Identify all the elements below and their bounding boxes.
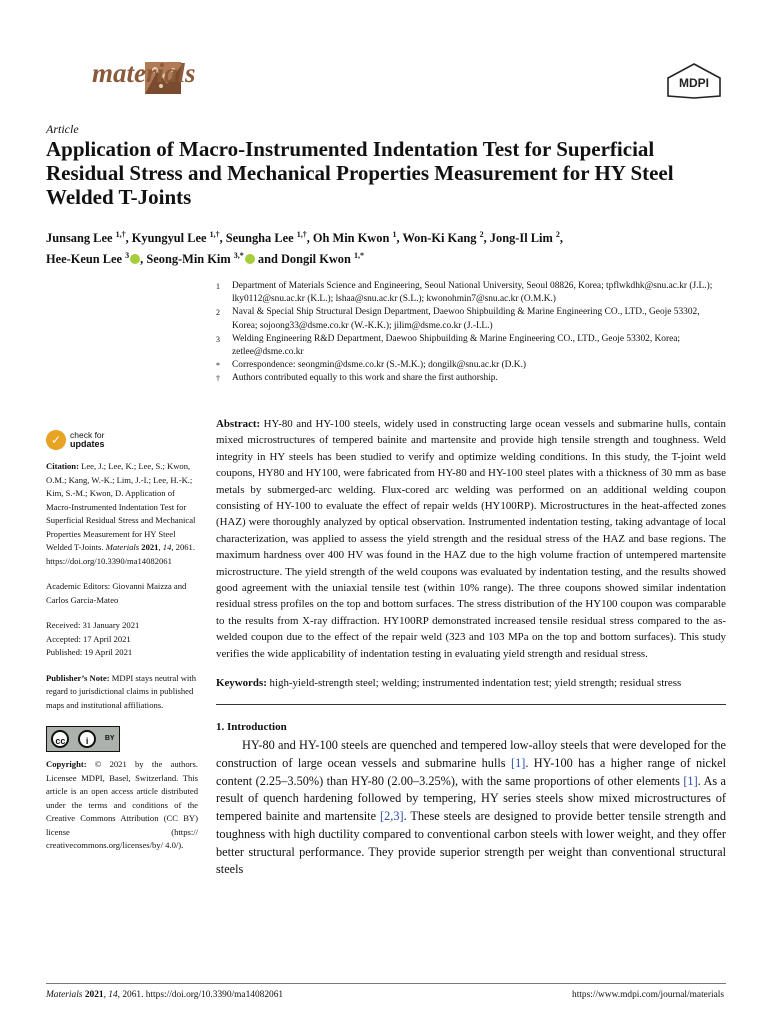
affiliation-number: * [216, 361, 220, 371]
by-label: BY [104, 735, 115, 743]
author-separator: , [396, 231, 403, 246]
citation-block [46, 460, 198, 568]
intro-text-4: . These steels are designed to provide better tensile strength and toughness with high ductility compared to conventional carbon steels with lower weight, and they offer better structural performance. They provide superior strength per weight than conventional structural steels [216, 809, 726, 877]
check-for-updates-badge[interactable] [46, 428, 198, 452]
journal-name: materials [92, 58, 196, 88]
orcid-icon[interactable] [130, 254, 140, 264]
abstract-text: HY-80 and HY-100 steels, widely used in constructing large ocean vessels and submarine hulls, contain mixed microstructures of tempered bainite and martensite and provide high tensile strength and toughness. Weld integrity in HY steels has been studied to verify and optimize welding conditions. In this study, the T-joint weld coupons, HY80 and HY100, were fabricated from HY-80 and HY-100 steel plates with a thickness of 30 mm as base metals by submerged-arc welding. Flux-cored arc welding was performed on an additional welding coupon consisting of HY-100 to evaluate the effect of repair welds (HY100RP). Microstructures in the heat-affected zones (HAZ) were thoroughly analyzed by optical observation. Instrumented indentation testing, taking advantage of local characterization, was applied to assess the yield strength and the residual stress of the HAZ and base regions. The maximum hardness over 400 HV was found in the HAZ due to the high volume fraction of untempered martensite microstructure. The yield strength of the weld coupons was evaluated by indentation testing, and the results showed good agreement with the uniaxial tensile test (within 10% range). The three coupons showed similar indentation residual stress profiles on the top and bottom surfaces. The stress distribution of the HY100 coupon was comparable to the results from X-ray diffraction. HY100RP demonstrated increased tensile residual stress compared to the as-welded coupon due to the effect of the repair weld (323 and 103 MPa on the top and bottom surfaces). This study verifies the wide applicability of indentation testing in evaluating yield strength and residual stress. [216, 418, 726, 660]
affiliation-number: 1 [216, 282, 220, 291]
author-affiliation-mark: 1,* [353, 251, 364, 261]
citation-volume: 14 [162, 542, 172, 552]
cc-icon: cc [51, 730, 69, 748]
affiliation-item [216, 372, 726, 385]
publisher-logo [664, 62, 724, 105]
accepted-date: Accepted: 17 April 2021 [46, 633, 131, 644]
intro-paragraph [216, 737, 726, 879]
abstract-label: Abstract: [216, 418, 261, 430]
citation-comma: , [158, 542, 163, 552]
keywords-text: high-yield-strength steel; welding; instrumented indentation test; yield strength; residual stress [266, 677, 682, 690]
author-affiliation-mark: 3 [125, 251, 130, 261]
author-separator: , [219, 231, 226, 246]
dates-block [46, 619, 198, 660]
check-line2: updates [70, 439, 105, 449]
footer-year: 2021 [82, 990, 104, 1000]
author-name: Kyungyul Lee [131, 231, 207, 246]
copyright-text: © 2021 by the authors. Licensee MDPI, Basel, Switzerland. This article is an open access article distributed under the terms and conditions of the Creative Commons Attribution (CC BY) license (https:// creativecommons.org/licenses/by/ 4.0/). [46, 759, 198, 850]
copyright-block [46, 758, 198, 853]
author-separator: , [559, 231, 564, 246]
author-name: Junsang Lee [46, 231, 113, 246]
author-name: Seong-Min Kim [146, 252, 231, 267]
academic-editors: Academic Editors: Giovanni Maizza and Carlos Garcia-Mateo [46, 581, 187, 605]
affiliation-text: Correspondence: seongmin@dsme.co.kr (S.-M.K.); dongilk@snu.ac.kr (D.K.) [232, 360, 527, 371]
article-type: Article [46, 122, 79, 136]
affiliation-text: Naval & Special Ship Structural Design Department, Daewoo Shipbuilding & Marine Engineering CO., LTD., Geoje 53302, Korea; sojoong33@dsme.co.kr (W.-K.K.); jilim@dsme.co.kr (J.-I.L.) [232, 307, 700, 331]
author-list [46, 226, 726, 268]
publisher-note-text: MDPI stays neutral with regard to jurisdictional claims in published maps and institutional affiliations. [46, 672, 196, 710]
by-icon: i [78, 730, 96, 748]
affiliation-text: Welding Engineering R&D Department, Daewoo Shipbuilding & Marine Engineering CO., LTD., Geoje 53302, Korea; zetlee@dsme.co.kr [232, 333, 681, 358]
author-affiliation-mark: 3,* [233, 251, 244, 261]
keywords [216, 675, 726, 691]
copyright-label: Copyright: [46, 759, 87, 769]
affiliation-number: 3 [216, 334, 220, 344]
abstract [216, 416, 726, 662]
author-separator: , [483, 231, 490, 246]
author-separator: and [254, 252, 281, 267]
affiliation-item [216, 306, 726, 332]
publisher-note-label: Publisher’s Note: [46, 672, 110, 683]
received-date: Received: 31 January 2021 [46, 620, 140, 630]
author-separator: , [140, 252, 147, 267]
affiliation-item [216, 359, 726, 372]
published-date: Published: 19 April 2021 [46, 647, 133, 657]
author-name: Hee-Keun Lee [46, 252, 123, 267]
affiliation-text: Authors contributed equally to this work and share the first authorship. [232, 373, 498, 384]
author-affiliation-mark: 2 [555, 230, 560, 239]
footer-journal-url[interactable]: https://www.mdpi.com/journal/materials [572, 990, 724, 1000]
intro-heading: 1. Introduction [216, 720, 287, 733]
keywords-label: Keywords: [216, 677, 267, 690]
author-separator: , [306, 231, 313, 246]
section-divider [216, 704, 726, 705]
citation-text: Lee, J.; Lee, K.; Lee, S.; Kwon, O.M.; Kang, W.-K.; Lim, J.-I.; Lee, H.-K.; Kim, S.-M.; Kwon, D. Application of Macro-Instrumented Indentation Test for Superficial Residual Stress and Mechanical Properties Measurement for HY Steel Welded T-Joints. [46, 461, 196, 552]
author-separator: , [125, 231, 132, 246]
publisher-name: MDPI [679, 76, 709, 90]
publisher-note [46, 672, 198, 713]
author-name: Oh Min Kwon [312, 231, 390, 246]
footer-doi[interactable]: , 2061. https://doi.org/10.3390/ma14082061 [117, 990, 284, 1000]
footer-volume: 14 [108, 990, 118, 1000]
author-affiliation-mark: 1,† [115, 230, 126, 239]
affiliation-number: 2 [216, 308, 220, 318]
check-icon: ✓ [46, 430, 66, 450]
citation-label: Citation: [46, 461, 79, 471]
affiliations [216, 280, 726, 386]
affiliation-item [216, 333, 726, 359]
footer-comma: , [103, 990, 109, 1000]
check-line1: check for [70, 430, 105, 440]
author-name: Won-Ki Kang [402, 231, 477, 246]
affiliation-text: Department of Materials Science and Engineering, Seoul National University, Seoul 08826, Korea; tpflwkdhk@snu.ac.kr (J.L.); lky0112@snu.ac.kr (K.L.); lshaa@snu.ac.kr (S.L.); kwonohmin7@snu.ac.kr (O.M.K.) [232, 281, 713, 305]
mdpi-logo-icon [664, 62, 724, 100]
author-affiliation-mark: 1,† [209, 230, 220, 239]
sidebar [46, 428, 198, 853]
intro-text-1: HY-80 and HY-100 steels are quenched and tempered low-alloy steels that were developed for the construction of large ocean vessels and submarine hulls [216, 737, 726, 770]
orcid-icon[interactable] [245, 254, 255, 264]
footer-divider [46, 983, 726, 984]
author-name: Seungha Lee [225, 231, 294, 246]
cc-by-license-badge[interactable] [46, 726, 120, 752]
citation-rest[interactable]: , 2061. https://doi.org/10.3390/ma14082061 [46, 542, 195, 566]
affiliation-number: † [216, 374, 220, 384]
footer-citation [46, 990, 283, 1000]
citation-link[interactable]: [2,3] [380, 809, 404, 824]
citation-journal: Materials [105, 542, 140, 552]
citation-link[interactable]: [1] [510, 755, 526, 770]
article-title: Application of Macro-Instrumented Indentation Test for Superficial Residual Stress and Mechanical Properties Measurement for HY Steel Welded T-Joints [46, 137, 674, 209]
main-column [216, 416, 726, 879]
affiliation-item [216, 280, 726, 306]
author-affiliation-mark: 1,† [296, 230, 307, 239]
author-name: Dongil Kwon [280, 252, 351, 267]
intro-text-3: . As a result of quench hardening followed by tempering, HY series steels show mixed microstructures of tempered bainite and martensite [216, 773, 726, 824]
author-affiliation-mark: 2 [479, 230, 484, 239]
citation-year: 2021 [139, 542, 159, 552]
author-affiliation-mark: 1 [392, 230, 397, 239]
citation-link[interactable]: [1] [683, 773, 698, 788]
footer-journal: Materials [46, 990, 83, 1000]
intro-text-2: . HY-100 has a higher range of nickel content (2.25–3.50%) than HY-80 (2.00–3.25%), with the same proportions of other elements [216, 755, 726, 788]
author-name: Jong-Il Lim [489, 231, 553, 246]
